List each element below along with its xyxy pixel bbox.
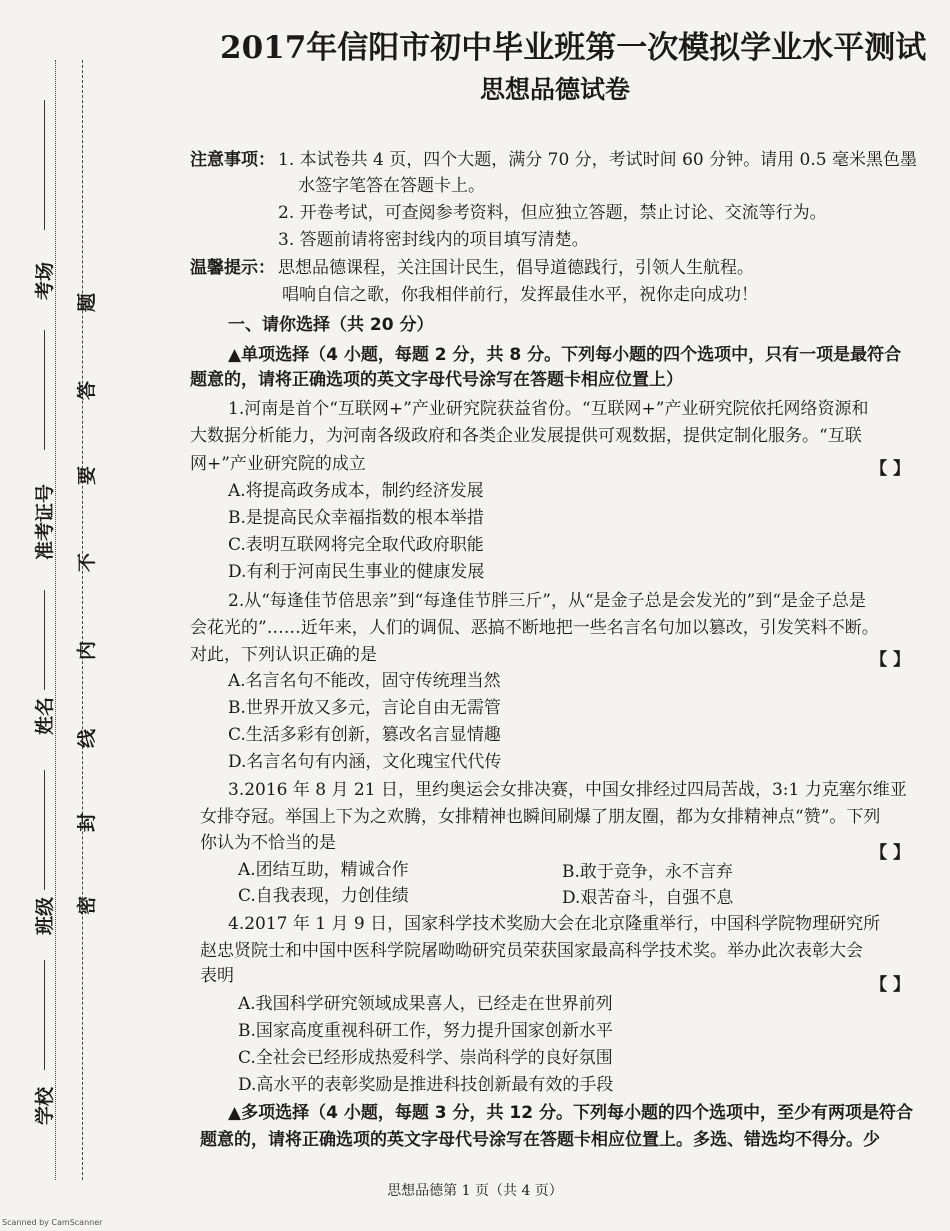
section-heading: 一、请你选择（共 20 分） <box>228 315 434 335</box>
q4-option: D.高水平的表彰奖励是推进科技创新最有效的手段 <box>238 1075 614 1095</box>
seal-line-inner <box>82 60 83 1180</box>
field-line-school <box>44 960 45 1070</box>
field-ticket-number: 准考证号 <box>34 483 56 560</box>
seal-char: 不 <box>76 552 98 572</box>
single-choice-instruction: 题意的，请将正确选项的英文字母代号涂写在答题卡相应位置上） <box>190 370 683 390</box>
q3-stem: 你认为不恰当的是 <box>200 833 336 853</box>
notice-item: 1. 本试卷共 4 页，四个大题，满分 70 分，考试时间 60 分钟。请用 0.5 毫米黑色墨 <box>278 150 917 170</box>
field-name: 姓名 <box>34 696 56 735</box>
q2-answer-bracket: 【 】 <box>870 650 910 670</box>
q1-option: A.将提高政务成本，制约经济发展 <box>228 481 484 501</box>
q2-option: C.生活多彩有创新，篡改名言显情趣 <box>228 725 501 745</box>
q4-stem: 赵忠贤院士和中国中医科学院屠呦呦研究员荣获国家最高科学技术奖。举办此次表彰大会 <box>200 941 863 961</box>
q3-option: B.敢于竞争，永不言弃 <box>562 862 733 882</box>
q1-stem: 大数据分析能力，为河南各级政府和各类企业发展提供可观数据，提供定制化服务。“互联 <box>190 426 862 446</box>
notice-label: 注意事项： <box>190 150 275 170</box>
scanner-watermark: Scanned by CamScanner <box>2 1218 103 1227</box>
q4-stem: 表明 <box>200 966 234 986</box>
seal-char: 答 <box>76 380 98 400</box>
q2-stem: 对此，下列认识正确的是 <box>190 645 377 665</box>
exam-subtitle: 思想品德试卷 <box>479 75 630 104</box>
seal-char: 题 <box>76 292 98 312</box>
q3-option: C.自我表现，力创佳绩 <box>238 886 409 906</box>
field-line-class <box>44 770 45 890</box>
q3-stem: 3.2016 年 8 月 21 日，里约奥运会女排决赛，中国女排经过四局苦战，3:1 力克塞尔维亚 <box>228 780 907 800</box>
field-line-ticket <box>44 330 45 450</box>
q1-answer-bracket: 【 】 <box>870 459 910 479</box>
q1-stem: 网+”产业研究院的成立 <box>190 454 366 474</box>
field-school: 学校 <box>34 1086 56 1125</box>
q4-option: C.全社会已经形成热爱科学、崇尚科学的良好氛围 <box>238 1048 613 1068</box>
q3-option: A.团结互助，精诚合作 <box>238 860 409 880</box>
multi-choice-instruction: ▲多项选择（4 小题，每题 3 分，共 12 分。下列每小题的四个选项中，至少有两项是符合 <box>228 1103 913 1123</box>
field-exam-room: 考场 <box>34 261 56 300</box>
field-class: 班级 <box>34 896 56 935</box>
q1-option: D.有利于河南民生事业的健康发展 <box>228 562 485 582</box>
q1-stem: 1.河南是首个“互联网+”产业研究院获益省份。“互联网+”产业研究院依托网络资源和 <box>228 399 869 419</box>
multi-choice-instruction: 题意的，请将正确选项的英文字母代号涂写在答题卡相应位置上。多选、错选均不得分。少 <box>200 1130 880 1150</box>
q3-stem: 女排夺冠。举国上下为之欢腾，女排精神也瞬间刷爆了朋友圈，都为女排精神点“赞”。下列 <box>200 807 881 827</box>
tip-line: 思想品德课程，关注国计民生，倡导道德践行，引领人生航程。 <box>278 258 754 278</box>
binding-margin <box>0 0 120 1231</box>
seal-char: 封 <box>76 812 98 832</box>
exam-title: 2017年信阳市初中毕业班第一次模拟学业水平测试 <box>220 30 927 66</box>
seal-line-outer <box>55 60 56 1180</box>
q4-stem: 4.2017 年 1 月 9 日，国家科学技术奖励大会在北京隆重举行，中国科学院物理研究所 <box>228 914 881 934</box>
q4-option: B.国家高度重视科研工作，努力提升国家创新水平 <box>238 1021 613 1041</box>
q2-stem: 会花光的”……近年来，人们的调侃、恶搞不断地把一些名言名句加以篡改，引发笑料不断。 <box>190 618 879 638</box>
notice-item: 水签字笔答在答题卡上。 <box>298 176 485 196</box>
seal-char: 线 <box>76 728 98 748</box>
page-footer: 思想品德第 1 页（共 4 页） <box>387 1183 563 1199</box>
seal-char: 要 <box>76 465 98 485</box>
seal-char: 内 <box>76 640 98 660</box>
q1-option: C.表明互联网将完全取代政府职能 <box>228 535 484 555</box>
q4-answer-bracket: 【 】 <box>870 975 910 995</box>
seal-char: 密 <box>76 895 98 915</box>
q3-option: D.艰苦奋斗，自强不息 <box>562 888 734 908</box>
q4-option: A.我国科学研究领域成果喜人，已经走在世界前列 <box>238 994 613 1014</box>
q2-stem: 2.从“每逢佳节倍思亲”到“每逢佳节胖三斤”，从“是金子总是会发光的”到“是金子总是 <box>228 591 867 611</box>
notice-item: 2. 开卷考试，可查阅参考资料，但应独立答题，禁止讨论、交流等行为。 <box>278 203 827 223</box>
notice-item: 3. 答题前请将密封线内的项目填写清楚。 <box>278 230 589 250</box>
q2-option: B.世界开放又多元，言论自由无需管 <box>228 698 501 718</box>
q2-option: A.名言名句不能改，固守传统理当然 <box>228 671 501 691</box>
tip-line: 唱响自信之歌，你我相伴前行，发挥最佳水平，祝你走向成功！ <box>282 285 758 305</box>
q2-option: D.名言名句有内涵，文化瑰宝代代传 <box>228 752 502 772</box>
q3-answer-bracket: 【 】 <box>870 843 910 863</box>
tip-label: 温馨提示： <box>190 258 275 278</box>
q1-option: B.是提高民众幸福指数的根本举措 <box>228 508 484 528</box>
field-line-name <box>44 590 45 690</box>
single-choice-instruction: ▲单项选择（4 小题，每题 2 分，共 8 分。下列每小题的四个选项中，只有一项是最符合 <box>228 345 902 365</box>
field-line-exam-room <box>44 100 45 230</box>
